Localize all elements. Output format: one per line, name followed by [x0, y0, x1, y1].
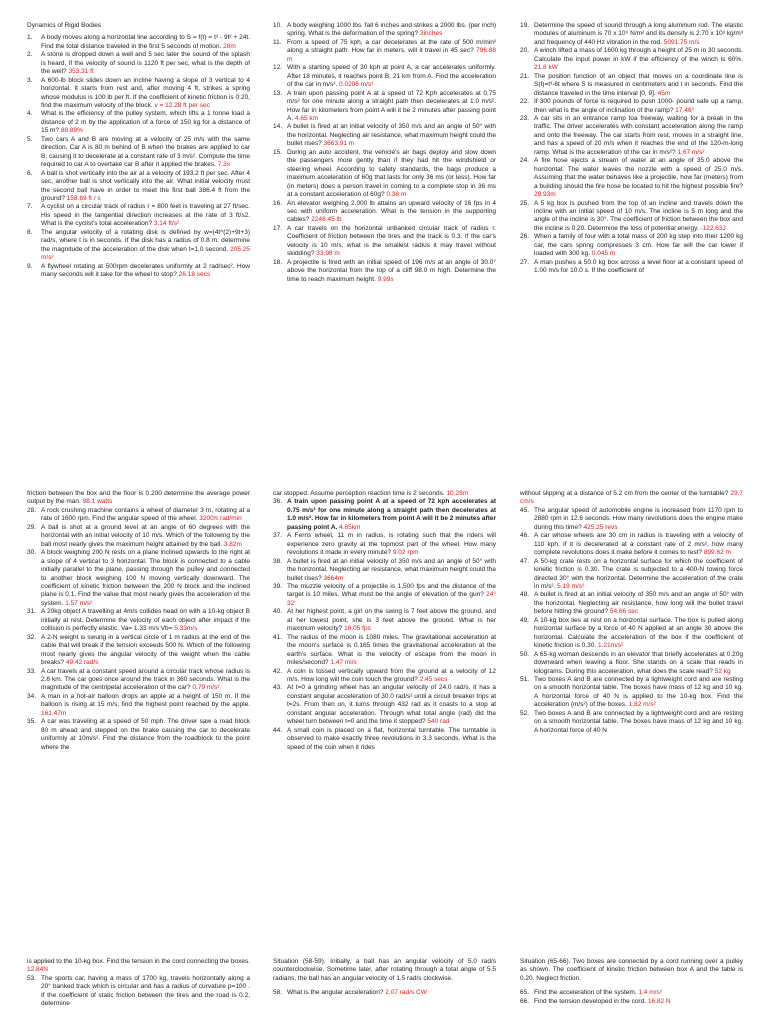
answer-text: 2.45 secs [419, 675, 448, 683]
answer-text: 49.42 rad/s [65, 659, 99, 667]
answer-text: 0.045 m [591, 250, 616, 258]
problem-number: 36. [273, 498, 283, 506]
answer-text: 4.65 km [294, 114, 319, 122]
problem-text: The sports car, having a mass of 1700 kg, travels horizontally along a 20° banked track which is circular and has a radius of curvature p=100 . If the coefficient of static friction between the tires and the road is 0.2, determine [41, 974, 250, 1008]
problem-text: Two cars A and B are moving at a velocity of 25 m/s with the same direction. Car A is 80 m behind of B when the brakes are applied to car B, causing it to decelerate at a constant rate of 3 m/s². Compute the time required to car A to overtake car B after it applied the brakes. [41, 135, 250, 169]
answer-text: 540 rad [427, 718, 450, 726]
problem-text: Find the tension developed in the cord. [534, 997, 647, 1005]
problem-number: 53. [27, 974, 37, 982]
problem-number: 5. [27, 135, 33, 143]
problem-text: is applied to the 10-kg box. Find the tension in the cord connecting the boxes. [27, 958, 250, 965]
problem-number: 43. [273, 684, 283, 692]
problem-item [27, 634, 250, 668]
continued-text [273, 490, 496, 498]
problem-item [520, 115, 743, 157]
answer-text: 158.69 ft / s [66, 195, 101, 203]
answer-text: 16.82 N [647, 997, 671, 1005]
problem-item [27, 110, 250, 135]
problem-item [27, 975, 250, 1009]
problem-text: without slipping at a distance of 5.2 cm from the center of the turntable? [520, 490, 729, 497]
problem-number: 32. [27, 633, 37, 641]
problem-item [273, 727, 496, 752]
problem-text: A bullet is fired at an initial velocity of 350 m/s and an angle of 50° with the horizontal. Neglecting air resistance, what maximum height could the bullet rises? [287, 557, 496, 582]
problem-item [27, 170, 250, 204]
problem-number: 7. [27, 203, 33, 211]
answer-text: 1.4 m/s² [638, 989, 662, 997]
problem-item [27, 549, 250, 608]
problem-text: friction between the box and the floor is 0.200 determine the average power output by the man. [27, 490, 250, 506]
problem-text: Determine the speed of sound through a long aluminum rod. The elastic modules of aluminum is 70 x 10⁹ N/m² and its density is 2.70 x 10³ kg/m³ and frequency of 440 Hz vibration in the rod. [534, 22, 743, 46]
answer-text: 5.33m/s [174, 625, 198, 633]
problem-number: 38. [273, 557, 283, 565]
answer-text: 26.18 secs [178, 271, 211, 279]
problem-text: A winch lifted a mass of 1600 kg through a height of 25 m in 30 seconds. Calculate the input power in kW if the efficiency of the winch is 60%. [534, 47, 743, 63]
problem-item [520, 532, 743, 557]
problem-number: 2. [27, 51, 33, 59]
problem-text: The position function of an object that moves on a coordinate line is S(t)=t³-6t where S is measured in centimeters and t in seconds. Find the distance traveled in the time interval [0, 9]. [534, 72, 743, 97]
problem-text: A rock crushing machine contains a wheel of diameter 3 m, rotating at a rate of 1600 rpm. Find the angular speed of the wheel. [41, 506, 250, 523]
problem-number: 17. [273, 224, 283, 232]
problem-number: 35. [27, 718, 37, 726]
continued-text [520, 490, 743, 507]
document-title: Dynamics of Rigid Bodies [27, 22, 102, 29]
problem-number: 51. [520, 675, 530, 683]
problem-item [27, 524, 250, 549]
problem-item [273, 608, 496, 633]
problem-text: A man in a hot-air balloon drops an apple at a height of 150 m. If the balloon is rising at 15 m/s, find the highest point reached by the apple. [41, 692, 250, 709]
problem-number: 13. [273, 89, 283, 97]
problem-list [27, 34, 250, 279]
continued-text [520, 958, 743, 983]
problem-text: A coin is tossed vertically upward from the ground at a velocity of 12 m/s. How long will the coin touch the ground? [287, 667, 496, 683]
problem-item [520, 651, 743, 676]
answer-text: 5.19 m/s² [557, 582, 585, 590]
problem-text: A car was traveling at a speed of 50 mph. The driver saw a road block 80 m ahead and stepped on the brake causing the car to decelerate uniformly at 10m/s². Find the distance from the roadblock to the point where the [41, 718, 250, 751]
problem-number: 31. [27, 608, 37, 616]
answer-text: 24° 32' [287, 591, 496, 607]
answer-text: 425.25 revs [583, 523, 618, 531]
answer-text: 45m [657, 89, 671, 97]
problem-item [520, 73, 743, 98]
problem-item [520, 233, 743, 258]
problem-text: The angular velocity of a rotating disk is defined by w=(4t^(2)+9t+3) rad/s, where t is in seconds. If the disk has a radius of 0.8 m: determine the magnitude of the acceleration of the disk when t=1.0 second. [41, 228, 250, 253]
problem-number: 52. [520, 709, 530, 717]
problem-text: A 5 kg box is pushed from the top of an incline and travels down the incline with an initial speed of 10 m/s. The incline is 5 m long and the angle of the incline is 30°. The coefficient of friction between the box and the incline is 0.20. Determine the loss of potential energy. [534, 199, 743, 232]
answer-text: v = 12.28 ft per sec [154, 102, 210, 110]
problem-text: The radius of the moon is 1080 miles. The gravitational acceleration at the moon's surface is 0.165 times the gravitational acceleration at the earth's surface. What is the velocity of escape from the moon in miles/second? [287, 633, 496, 667]
answer-text: 33.98 m [316, 250, 340, 258]
problem-number: 19. [520, 22, 530, 29]
problem-item [273, 634, 496, 668]
answer-text: 7.3s [217, 161, 230, 169]
problem-text: What is the angular acceleration? [287, 989, 384, 997]
problem-text: A train upon passing point A at a speed of 72 Kph accelerates at 0.75 m/s² for one minute along a straight path then decelerates at 1.0 m/s². How far in kilometers from point A will it be 2 minutes after passing point A. [287, 89, 496, 122]
problem-number: 14. [273, 123, 283, 131]
problem-number: 65. [520, 989, 530, 997]
problem-text: A man pushes a 50.0 kg box across a level floor at a constant speed of 1.00 m/s for 10.0 s. If the coefficient of [534, 258, 743, 275]
problem-item [27, 51, 250, 76]
problem-item [27, 34, 250, 51]
answer-text: 0.38 m [386, 191, 407, 199]
problem-text: Find the acceleration of the system. [534, 989, 637, 997]
problem-list [520, 22, 743, 276]
answer-text: 353.31 ft [68, 68, 94, 76]
answer-text: 899.62 m [703, 549, 731, 557]
problem-number: 39. [273, 582, 283, 590]
answer-text: 3200π rad/min [199, 515, 242, 523]
column-1 [27, 958, 250, 1024]
problem-number: 20. [520, 47, 530, 55]
problem-item [273, 22, 496, 39]
problem-number: 24. [520, 157, 530, 165]
answer-text: 3.14 ft/s² [153, 220, 180, 228]
continued-text [27, 490, 250, 507]
problem-item [27, 136, 250, 170]
problem-list [273, 490, 496, 752]
problem-item [273, 149, 496, 200]
problem-list [27, 958, 250, 1009]
problem-text: If 300 pounds of force is required to push 1000- pound safe up a ramp, then what is the angle of inclination of the ramp? [534, 98, 743, 114]
problem-text: A 20kg object A travelling at 4m/s collides head on with a 10-kg object B initially at rest. Determine the velocity of each object after impact if the collision is perfectly elastic. Va= 1.33 m/s Vb= [41, 608, 250, 633]
answer-text: 17.46° [675, 106, 695, 114]
problem-item [27, 608, 250, 633]
problem-text: A ball is shot vertically into the air at a velocity of 193.2 ft per sec. After 4 sec, another ball is shot vertically into the air. What initial velocity must the second ball have in order to meet the first ball 386.4 ft from the ground? [41, 169, 250, 203]
problem-text: At t=0 a grinding wheel has an angular velocity of 24.0 rad/s. It has a constant angular acceleration of 30.0 rad/s² until a circuit breaker trips at t=2s. From then on, it turns through 432 rad as it coasts to a stop at constant angular acceleration. Through what total angle (rad) did the wheel turn between t=0 and the time it stopped? [287, 684, 496, 726]
problem-item [520, 200, 743, 234]
problem-number: 10. [273, 22, 283, 29]
problem-text: With a starting speed of 30 kph at point A, a car accelerates uniformly. After 18 minutes, it reaches point B, 21 km from A. Find the acceleration of the car in m/s². [287, 64, 496, 89]
problem-text: A bullet is fired at an initial velocity of 350 m/s and an angle of 50° with the horizontal. Neglecting air resistance, what maximum height could the bullet rises? [287, 123, 496, 148]
problem-item [27, 263, 250, 280]
answer-text: 2248.45 lb [311, 216, 342, 224]
problem-number: 6. [27, 169, 33, 177]
page-block-2 [0, 490, 768, 900]
problem-item [273, 225, 496, 259]
problem-text: A body moves along a horizontal line according to S = f(t) = t³ - 9t² + 24t. Find the total distance traveled in the first 5 seconds of motion. [41, 34, 250, 50]
problem-text: car stopped. Assume perception reaction time is 2 seconds. [273, 490, 445, 497]
answer-text: 98.1 watts [82, 498, 113, 506]
problem-text: A train upon passing point A at a speed of 72 kph accelerates at 0.75 m/s² for one minute along a straight path then decelerates at 1.0 m/s². How far in kilometers from point A will it be 2 minutes after passing point A. [287, 498, 496, 531]
problem-number: 46. [520, 532, 530, 540]
problem-item [520, 558, 743, 592]
problem-item [520, 591, 743, 616]
problem-number: 58. [273, 989, 283, 997]
problem-number: 42. [273, 667, 283, 675]
problem-number: 18. [273, 258, 283, 266]
problem-item [520, 259, 743, 276]
problem-text: At her highest point, a girl on the swing is 7 feet above the ground, and at her lowest point, she is 3 feet above the ground. What is her maximum velocity? [287, 608, 496, 633]
answer-text: 3.82m [223, 540, 242, 548]
problem-text: A Ferris wheel, 11 m in radius, is rotating such that the riders will experience zero gravity at the topmost part of the wheel. How many revolutions it made in every minute? [287, 532, 496, 557]
problem-list [273, 22, 496, 284]
answer-text: 1.57 m/s² [65, 599, 93, 607]
answer-text: -122.63J [700, 224, 726, 232]
problem-number: 12. [273, 64, 283, 72]
problem-number: 66. [520, 997, 530, 1005]
answer-text: 9.02 rpm [392, 549, 419, 557]
problem-item [273, 989, 496, 997]
answer-text: 796.88 m [287, 47, 496, 63]
answer-text: 54.66 sec [609, 608, 639, 616]
problem-text: A car travels on the horizontal unbanked circular track of radius r. Coefficient of friction between the tires and the track is 0.3. If the car's velocity is 10 m/s, what is the smallest radius it may travel without skidding? [287, 224, 496, 258]
problem-item [27, 718, 250, 752]
problem-item [27, 203, 250, 228]
answer-text: 10.28m [446, 490, 469, 497]
column-2 [273, 958, 496, 1024]
problem-list [520, 958, 743, 1006]
problem-number: 26. [520, 233, 530, 241]
problem-text: A 50-kg crate rests on a horizontal surface for which the coefficient of kinetic friction is 0.30. The crate is subjected to a 400-N towing force directed 30° with the horizontal. Determine the acceleration of the crate in m/s². [534, 557, 743, 590]
problem-number: 44. [273, 726, 283, 734]
problem-text: A 10-kg box lies at rest on a horizontal surface. The box is pulled along horizontal surface by a force of 40 N applied at an angle 30 above the horizontal. Calculate the acceleration of the box if the coefficient of kinetic friction is 0.30. [534, 616, 743, 650]
problem-item [273, 123, 496, 148]
problem-number: 15. [273, 148, 283, 156]
answer-text: 9.99s [377, 275, 394, 283]
problem-number: 3. [27, 76, 33, 84]
answer-text: 12.84N [27, 966, 48, 974]
problem-text: A car travels at a constant speed around a circular track whose radius is 2.6 km. The car goes once around the track in 360 seconds. What is the magnitude of the centripetal acceleration of the car? [41, 667, 250, 692]
answer-text: 16.05 fps [344, 625, 371, 633]
problem-text: A small coin is placed on a flat, horizontal turntable. The turntable is observed to make exactly three revolutions in 3.3 seconds. What is the speed of the coin when it rides [287, 726, 496, 751]
problem-text: A projectile is fired with an initial speed of 196 m/s at an angle of 30.0° above the horizontal from the top of a cliff 98.0 m high. Determine the time to reach maximum height. [287, 258, 496, 283]
problem-number: 47. [520, 557, 530, 565]
problem-text: The angular speed of automobile engine is increased from 1170 rpm to 2880 rpm in 12.6 seconds. How many revolutions does the engine make during this time? [534, 506, 743, 531]
problem-item [273, 668, 496, 685]
problem-number: 41. [273, 633, 283, 641]
problem-text: During an auto accident, the vehicle's air bags deploy and slow down the passengers more gently than if they had hit the windshield or steering wheel. According to safety standards, the bags produce a maximum acceleration of 60g that lasts for only 36 ms (or less). How far (in meters) does a person travel in coming to a complete stop in 36 ms at a constant acceleration of 60g? [287, 148, 496, 199]
answer-text: 1.67 m/s² [677, 148, 705, 156]
problem-text: A fire hose ejects a stream of water at an angle of 35.0 above the horizontal. The water leaves the nozzle with a speed of 25.0 m/s. Assuming that the water behaves like a projectile, how far (meters) from a building should the fire hose be located to hit the highest possible fire? [534, 157, 743, 190]
answer-text: 29.93m [534, 191, 556, 199]
problem-list [27, 490, 250, 752]
problem-text: A bullet is fired at an initial velocity of 350 m/s and an angle of 50° with the horizontal. Neglecting air resistance, how long will the bullet travel before hitting the ground? [534, 591, 743, 616]
answer-text: 21.8 kW [534, 64, 558, 72]
answer-text: 161.47m [41, 709, 67, 717]
problem-item [520, 98, 743, 115]
problem-text: From a speed of 75 kph, a car decelerates at the rate of 500 m/min² along a straight path. How far in meters, will it travel in 45 sec? [287, 38, 496, 55]
continued-text [273, 958, 496, 983]
problem-number: 8. [27, 228, 33, 236]
problem-number: 27. [520, 258, 530, 266]
problem-number: 1. [27, 34, 33, 42]
column-1 [27, 22, 250, 462]
column-3 [520, 958, 743, 1024]
problem-text: A 65-kg woman descends in an elevator that briefly accelerates at 0.20g downward when leaving a floor. She stands on a scale that reads in kilograms. During this acceleration, what does the scale read? [534, 650, 743, 675]
problem-list [273, 958, 496, 998]
problem-list [520, 490, 743, 735]
problem-text: The muzzle velocity of a projectile is 1,500 fps and the distance of the target is 10 miles. What must be the angle of elevation of the gun? [287, 582, 496, 599]
column-2 [273, 22, 496, 462]
column-3 [520, 490, 743, 900]
problem-item [520, 22, 743, 47]
problem-text: A 2-N weight is swung in a vertical circle of 1 m radius at the end of the cable that will break if the tension exceeds 500 N. Which of the following most nearly gives the angular velocity of the weight when the cable breaks? [41, 633, 250, 667]
problem-item [520, 989, 743, 997]
problem-item [273, 684, 496, 726]
problem-text: An elevator weighing 2,000 lb attains an upward velocity of 16 fps in 4 sec with uniform acceleration. What is the tension in the supporting cables? [287, 199, 496, 224]
answer-text: 4.65km [339, 523, 361, 531]
problem-number: 30. [27, 549, 37, 557]
answer-text: 0.79 m/s² [192, 684, 220, 692]
problem-text: A cyclist on a circular track of radius r = 800 feet is traveling at 27 ft/sec. His speed in the tangential direction increases at the rate of 3 ft/s2. What is the cyclist's total acceleration? [41, 203, 250, 228]
problem-item [273, 90, 496, 124]
problem-item [27, 693, 250, 718]
problem-number: 45. [520, 506, 530, 514]
problem-text: A car whose wheels are 30 cm in radius is traveling with a velocity of 110 kph. If it is decelerated at a constant rate of 2 m/s², how many complete revolutions does it make before it comes to rest? [534, 532, 743, 557]
problem-item [27, 668, 250, 693]
problem-text: A body weighing 1000 lbs. fall 6 inches and strikes a 2000 lbs. (per inch) spring. What is the deformation of the spring? [287, 22, 496, 38]
problem-item [27, 507, 250, 524]
problem-number: 28. [27, 506, 37, 514]
problem-item [273, 558, 496, 583]
problem-item [273, 498, 496, 532]
answer-text: 52 kg [714, 667, 731, 675]
answer-text: 205.25 m/s² [41, 245, 250, 262]
problem-item [27, 77, 250, 111]
problem-number: 9. [27, 262, 33, 270]
problem-text: A ball is shot at a ground level at an angle of 60 degrees with the horizontal with an initial velocity of 10 m/s. Which of the following by the ball most nearly gives the maximum height attained by the ball. [41, 523, 250, 548]
problem-number: 21. [520, 72, 530, 80]
problem-item [520, 710, 743, 735]
problem-item [520, 998, 743, 1006]
answer-text: 1.21m/s² [597, 642, 624, 650]
problem-item [273, 64, 496, 89]
answer-text: 28m [223, 42, 236, 50]
problem-number: 25. [520, 199, 530, 207]
answer-text: 1.82 m/s² [628, 701, 656, 709]
problem-item [273, 532, 496, 557]
problem-text: Situation (58-59). Initially, a ball has an angular velocity of 5.0 rad/s counterclockwise. Sometime later, after rotating through a total angle of 5.5 radians, the ball has an angular velocity of 1.5 rad/s clockwise. [273, 958, 496, 982]
answer-text: 88.89% [60, 127, 83, 135]
answer-text: 0.0206 m/s² [339, 81, 374, 89]
problem-number: 22. [520, 98, 530, 106]
page-block-1 [0, 22, 768, 462]
problem-item [273, 39, 496, 64]
problem-text: Two boxes A and B are connected by a lightweight cord and are resting on a smooth horizontal table. The boxes have mass of 12 kg and 10 kg. A horizontal force of 40 N is applied to the 10-kg box. Find the acceleration (m/s²) of the boxes. [534, 675, 743, 709]
problem-text: A 600-lb block slides down an incline having a slope of 3 vertical to 4 horizontal. It starts from rest and, after moving 4 ft, strikes a spring whose modulus is 100 lb per ft. If the coefficient of kinetic friction is 0.20, find the maximum velocity of the block. [41, 76, 250, 110]
column-3 [520, 22, 743, 462]
problem-item [273, 259, 496, 284]
problem-item [520, 617, 743, 651]
answer-text: 2.07 rad/s CW [385, 989, 427, 997]
problem-item [273, 200, 496, 225]
problem-number: 33. [27, 667, 37, 675]
problem-number: 34. [27, 692, 37, 700]
problem-item [520, 676, 743, 710]
answer-text: 3664m [323, 574, 344, 582]
answer-text: 3inches [419, 30, 443, 38]
column-2 [273, 490, 496, 900]
answer-text: 5091.75 m/s [663, 38, 700, 46]
problem-text: A stone is dropped down a well and 5 sec later the sound of the splash is heard. If the velocity of sound is 1120 ft per sec, what is the depth of the well? [41, 51, 250, 76]
problem-number: 4. [27, 110, 33, 118]
problem-text: A block weighing 200 N rests on a plane inclined upwards to the right at a slope of 4 vertical to 3 horizontal. The block is connected to a cable initially parallel to the plane, passing through the pulley and connected to another block weighing 100 N moving vertically downward. The coefficient of kinetic friction between the 200 N block and the inclined plane is 0.1. Find the value that most nearly gives the acceleration of the system. [41, 549, 250, 607]
problem-text: A flywheel rotating at 500rpm decelerates uniformly at 2 rad/sec². How many seconds will it take for the wheel to stop? [41, 262, 250, 279]
problem-item [520, 507, 743, 532]
problem-text: When a family of four with a total mass of 200 kg step into their 1200 kg car, the cars spring compresses 3 cm. How far will the car lower if loaded with 300 kg. [534, 233, 743, 258]
problem-number: 48. [520, 591, 530, 599]
problem-number: 29. [27, 523, 37, 531]
problem-item [520, 47, 743, 72]
problem-text: What is the efficiency of the pulley system, which lifts a 1 tonne load a distance of 2 m by the application of a force of 150 kg for a distance of 15 m? [41, 110, 250, 135]
answer-text: 3663.91 m [323, 140, 355, 148]
problem-text: Situation (65-66). Two boxes are connected by a cord running over a pulley as shown. The coefficient of kinetic friction between box A and the table is 0.20. Neglect friction. [520, 958, 743, 982]
problem-item [273, 583, 496, 608]
problem-number: 50. [520, 650, 530, 658]
problem-number: 23. [520, 114, 530, 122]
problem-number: 11. [273, 38, 282, 46]
problem-item [27, 229, 250, 263]
problem-number: 40. [273, 608, 283, 616]
continued-text [27, 958, 250, 975]
problem-item [520, 157, 743, 199]
problem-text: Two boxes A and B are connected by a lightweight cord and are resting on a smooth horizontal table. The boxes have mass of 12 kg and 10 kg. A horizontal force of 40 N [534, 709, 743, 734]
problem-number: 37. [273, 532, 283, 540]
answer-text: 1.47 mi/s [330, 659, 357, 667]
problem-text: A car sits in an entrance ramp toa freeway, waiting for a break in the traffic. The driver accelerates with constant acceleration along the ramp and onto the freeway. The car starts from rest, moves in a straight line, and has a speed of 20 m/s when it reaches the end of the 120-m-long ramp. What is the acceleration of the car in m/s²? [534, 114, 743, 156]
problem-number: 16. [273, 199, 283, 207]
problem-number: 49. [520, 616, 530, 624]
column-1 [27, 490, 250, 900]
page-block-3 [0, 958, 768, 1024]
answer-text: 29.7 cm/s [520, 490, 743, 506]
